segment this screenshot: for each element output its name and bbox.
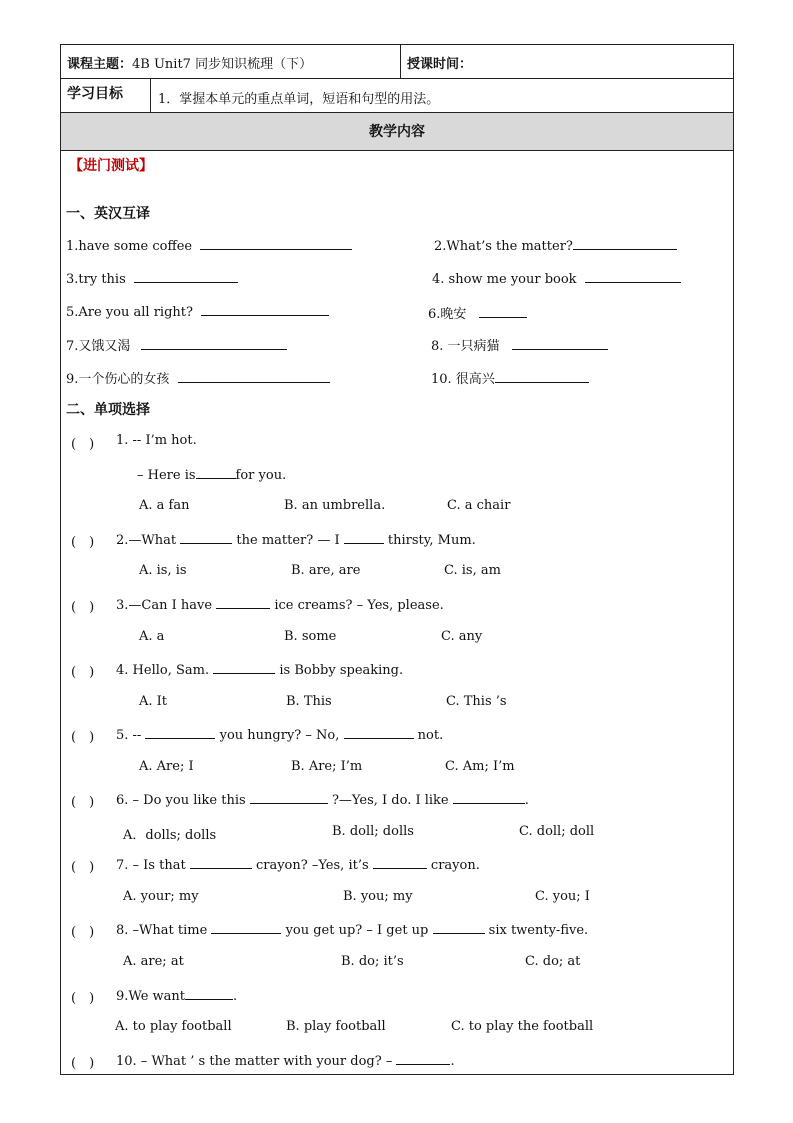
option-c: C. you; I [535, 889, 590, 904]
option-a: A. to play football [115, 1019, 232, 1034]
goal-row [61, 79, 733, 113]
option-c: C. to play the football [451, 1019, 594, 1034]
option-c: C. This ’s [446, 694, 507, 709]
question-stem: 2.—What the matter? — I thirsty, Mum. [116, 533, 476, 548]
translation-item: 8. 一只病猫 [431, 335, 608, 354]
divider [150, 79, 151, 112]
answer-paren: ( ) [71, 730, 95, 745]
topic-label: 课程主题： [67, 57, 133, 72]
question-stem: 8. –What time you get up? – I get up six twenty-five. [116, 923, 589, 938]
content-title-row [61, 113, 733, 151]
topic [67, 53, 312, 72]
translation-item: 1.have some coffee [66, 237, 352, 254]
option-b: B. some [284, 629, 337, 644]
translation-item: 3.try this [66, 270, 238, 287]
question-stem: 3.—Can I have ice creams? – Yes, please. [116, 598, 444, 613]
option-a: A. It [139, 694, 168, 709]
question-stem: – Here is for you. [137, 468, 287, 483]
option-c: C. Am; I’m [445, 759, 515, 774]
translation-item: 10. 很高兴 [431, 368, 589, 387]
option-b: B. doll; dolls [332, 824, 414, 839]
option-a: A. your; my [123, 889, 199, 904]
section2-title: 二、单项选择 [66, 402, 150, 418]
question-stem: 4. Hello, Sam. is Bobby speaking. [116, 663, 404, 678]
translation-item: 2.What’s the matter? [434, 237, 677, 254]
goal-label: 学习目标 [67, 86, 123, 102]
content-title: 教学内容 [369, 124, 425, 140]
option-b: B. Are; I’m [291, 759, 363, 774]
answer-paren: ( ) [71, 437, 95, 452]
question-stem: 5. -- you hungry? – No, not. [116, 728, 444, 743]
question-stem: 10. – What ’ s the matter with your dog? – . [116, 1054, 455, 1069]
option-b: B. do; it’s [341, 954, 404, 969]
option-b: B. This [286, 694, 332, 709]
translation-item: 6.晚安 [428, 303, 527, 322]
translation-item: 5.Are you all right? [66, 303, 329, 320]
answer-paren: ( ) [71, 795, 95, 810]
option-c: C. a chair [447, 498, 511, 513]
answer-paren: ( ) [71, 535, 95, 550]
topic-value: 4B Unit7 同步知识梳理（下） [132, 57, 313, 72]
divider [400, 45, 401, 78]
entry-test-heading: 【进门测试】 [69, 158, 153, 174]
question-stem: 6. – Do you like this ?—Yes, I do. I like . [116, 793, 529, 808]
option-b: B. you; my [343, 889, 413, 904]
option-a: A．dolls; dolls [123, 828, 217, 843]
question-stem: 7. – Is that crayon? –Yes, it’s crayon. [116, 858, 480, 873]
option-b: B. play football [286, 1019, 386, 1034]
translation-item: 4. show me your book [432, 270, 681, 287]
question-stem: 9.We want . [116, 989, 238, 1004]
option-a: A. are; at [123, 954, 184, 969]
option-a: A. a [139, 629, 165, 644]
translation-item: 9.一个伤心的女孩 [66, 368, 330, 387]
section1-title: 一、英汉互译 [66, 206, 150, 222]
option-c: C. any [441, 629, 483, 644]
answer-paren: ( ) [71, 665, 95, 680]
time-label: 授课时间： [407, 57, 473, 72]
question-stem: 1. -- I’m hot. [116, 433, 197, 448]
option-a: A. Are; I [139, 759, 194, 774]
option-b: B. an umbrella. [284, 498, 386, 513]
option-b: B. are, are [291, 563, 361, 578]
translation-item: 7.又饿又渴 [66, 335, 287, 354]
goal-text: 1．掌握本单元的重点单词，短语和句型的用法。 [158, 92, 440, 107]
option-a: A. a fan [139, 498, 190, 513]
answer-paren: ( ) [71, 1056, 95, 1071]
option-c: C. do; at [525, 954, 581, 969]
option-a: A. is, is [139, 563, 187, 578]
worksheet-table [60, 44, 734, 1075]
option-c: C. is, am [444, 563, 501, 578]
option-c: C. doll; doll [519, 824, 595, 839]
answer-paren: ( ) [71, 860, 95, 875]
answer-paren: ( ) [71, 600, 95, 615]
answer-paren: ( ) [71, 925, 95, 940]
answer-paren: ( ) [71, 991, 95, 1006]
header-row [61, 45, 733, 79]
